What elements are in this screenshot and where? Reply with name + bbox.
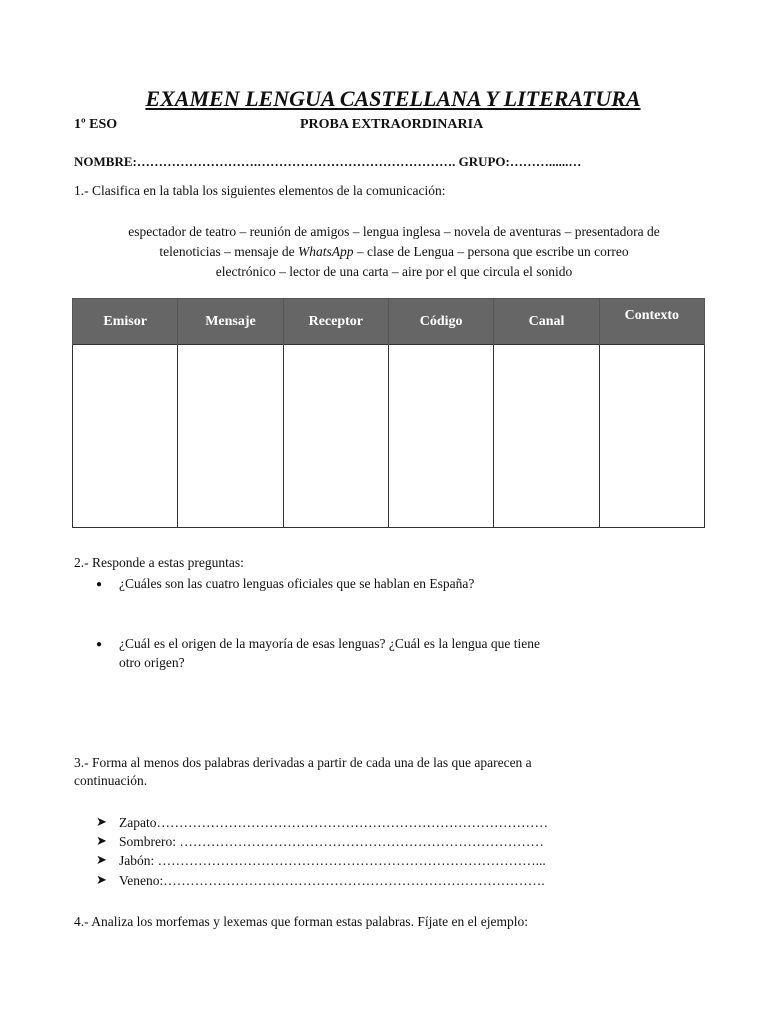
arrow-bullet-icon: ➤ <box>96 852 107 867</box>
cell-receptor[interactable] <box>283 345 388 528</box>
q4-prompt: 4.- Analiza los morfemas y lexemas que forman estas palabras. Fíjate en el ejemplo: <box>74 914 528 929</box>
q1-words-line2-start: telenoticias – mensaje de <box>159 244 299 259</box>
header-contexto: Contexto <box>599 299 704 345</box>
q2-prompt: 2.- Responde a estas preguntas: <box>74 555 244 570</box>
q1-word-list <box>74 222 714 282</box>
q3-item-jabon: Jabón: …………………………………………………………………………... <box>119 853 546 868</box>
q3-prompt-line1: 3.- Forma al menos dos palabras derivadas a partir de cada una de las que aparecen a <box>74 755 532 770</box>
bullet-icon: ● <box>96 579 103 590</box>
arrow-bullet-icon: ➤ <box>96 814 107 829</box>
q3-prompt-line2: continuación. <box>74 773 148 788</box>
cell-mensaje[interactable] <box>178 345 283 528</box>
communication-table <box>72 298 705 528</box>
q1-words-line2-end: – clase de Lengua – persona que escribe un correo <box>353 244 629 259</box>
q3-item-sombrero: Sombrero: ……………………………………………………………………… <box>119 834 544 849</box>
header-emisor: Emisor <box>73 299 178 345</box>
cell-emisor[interactable] <box>73 345 178 528</box>
q3-item-zapato: Zapato…………………………………………………………………………… <box>119 815 548 830</box>
whatsapp-word: WhatsApp <box>298 244 354 259</box>
q1-words-line1: espectador de teatro – reunión de amigos – lengua inglesa – novela de aventuras – presentadora de <box>128 224 660 239</box>
q1-words-line2 <box>74 242 714 262</box>
exam-title: EXAMEN LENGUA CASTELLANA Y LITERATURA <box>145 86 641 111</box>
header-canal: Canal <box>494 299 599 345</box>
q1-prompt: 1.- Clasifica en la tabla los siguientes elementos de la comunicación: <box>74 183 446 198</box>
cell-codigo[interactable] <box>388 345 493 528</box>
bullet-icon: ● <box>96 639 103 650</box>
cell-contexto[interactable] <box>599 345 704 528</box>
q2-bullet2-line1: ¿Cuál es el origen de la mayoría de esas lenguas? ¿Cuál es la lengua que tiene <box>119 636 540 651</box>
cell-canal[interactable] <box>494 345 599 528</box>
q3-item-veneno: Veneno:…………………………………………………………………………. <box>119 873 545 888</box>
name-group-line: NOMBRE:……………………….………………………………………. GRUPO:………......… <box>74 154 582 169</box>
header-codigo: Código <box>388 299 493 345</box>
header-mensaje: Mensaje <box>178 299 283 345</box>
q2-bullet1: ¿Cuáles son las cuatro lenguas oficiales que se hablan en España? <box>119 576 475 591</box>
arrow-bullet-icon: ➤ <box>96 833 107 848</box>
course-label: 1º ESO <box>74 117 118 132</box>
q2-bullet2-line2: otro origen? <box>119 655 185 670</box>
q1-words-line3: electrónico – lector de una carta – aire por el que circula el sonido <box>215 264 573 279</box>
arrow-bullet-icon: ➤ <box>96 872 107 887</box>
test-type-label: PROBA EXTRAORDINARIA <box>300 117 484 132</box>
header-receptor: Receptor <box>283 299 388 345</box>
